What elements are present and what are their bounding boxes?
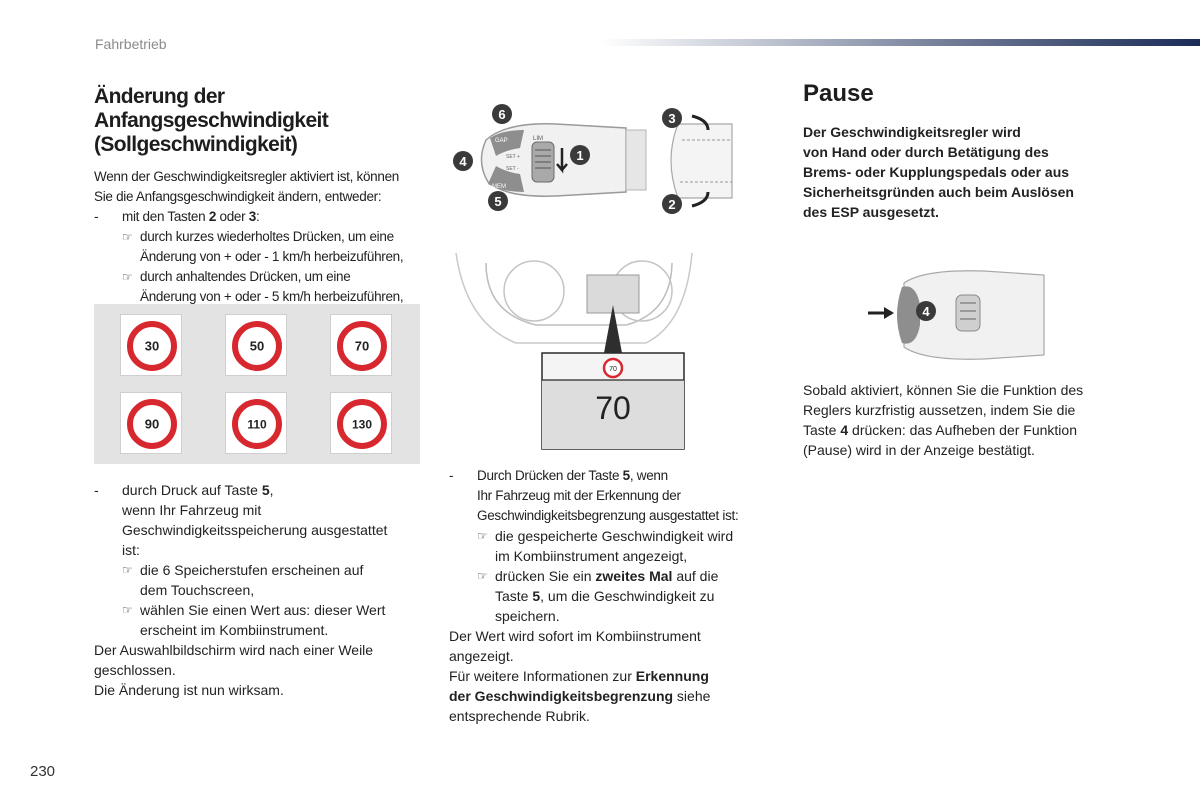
stalk-label: GAP [495,138,508,144]
callout-3: 3 [668,111,676,126]
stalk-label: MEM [492,184,506,190]
column-pause [803,82,1123,222]
column-speed-change [94,85,424,307]
pause-paragraph: Sobald aktiviert, können Sie die Funktion des Reglers kurzfristig aussetzen, indem Sie die Taste 4 drücken: das Aufheben der Funktion (Pause) wird in der Anzeige bestätigt. [803,382,1084,458]
stalk-label: LIM [533,136,544,142]
pause-lead-paragraph: Der Geschwindigkeitsregler wird von Hand oder durch Betätigung des Brems- oder Kupplungspedals oder aus Sicherheitsgründen auch beim Auslösen des ESP ausgesetzt. [803,124,1074,220]
hand-pointer-icon: ☞ [122,603,133,617]
hand-pointer-icon: ☞ [477,569,488,583]
section-title-pause: Pause [803,80,874,107]
section-label: Fahrbetrieb [95,36,167,52]
speed-sign-value: 110 [247,417,267,432]
speed-sign-tile[interactable] [120,314,182,376]
header-gradient-bar [600,39,1200,46]
column-speed-change-cont: - durch Druck auf Taste 5, wenn Ihr Fahrzeug mit Geschwindigkeitsspeicherung ausgestattet ist: ☞ die 6 Speicherstufen erscheinen auf dem Touchscreen, ☞ wählen Sie einen Wert aus: dieser Wert erscheint im Kombiinstrument. Der Auswahlbildschirm wird nach einer Weile geschlossen. Die Änderung ist nun wirksam. [94,480,424,700]
callout-4: 4 [459,154,467,169]
pause-button-illustration [864,265,1054,370]
speed-sign-tile[interactable] [120,392,182,454]
sub-item-short-press: ☞ durch kurzes wiederholtes Drücken, um eine [94,227,424,247]
hand-pointer-icon: ☞ [122,270,133,284]
cluster-display-value: 70 [595,390,631,426]
list-item-buttons: - mit den Tasten 2 oder 3: [94,209,260,224]
callout-6: 6 [498,107,506,122]
cluster-sign-value: 70 [609,366,617,373]
speed-sign-value: 130 [351,417,373,432]
stalk-controls-illustration [446,100,746,225]
hand-pointer-icon: ☞ [477,529,488,543]
hand-pointer-icon: ☞ [122,563,133,577]
callout-4: 4 [922,304,930,319]
list-item-button-5: - durch Druck auf Taste 5, [94,482,274,498]
callout-1: 1 [576,148,584,163]
sub-item-long-press: ☞ durch anhaltendes Drücken, um eine [94,267,424,287]
sub-item-memory-levels: ☞ die 6 Speicherstufen erscheinen auf [122,562,364,578]
page-number: 230 [30,763,56,780]
section-title-speed-change: Änderung der Anfangsgeschwindigkeit (Sollgeschwindigkeit) [94,85,329,156]
speed-sign-tile[interactable] [225,314,287,376]
speed-sign-value: 30 [144,338,160,354]
speed-sign-value: 70 [354,338,370,354]
speed-sign-selection-panel [94,304,420,464]
sub-item-press-again: ☞ drücken Sie ein zweites Mal auf die [477,568,719,584]
sub-item-select-value: ☞ wählen Sie einen Wert aus: dieser Wert [122,602,386,618]
list-item-recognition: - Durch Drücken der Taste 5, wenn [449,468,668,483]
callout-5: 5 [494,194,502,209]
instrument-cluster-illustration [446,243,696,463]
callout-2: 2 [668,197,676,212]
stalk-label: SET - [506,166,519,172]
stalk-label: SET + [506,154,520,160]
hand-pointer-icon: ☞ [122,230,133,244]
column-speed-recognition: - Durch Drücken der Taste 5, wenn Ihr Fahrzeug mit der Erkennung der Geschwindigkeitsbegrenzung ausgestattet ist: ☞ die gespeicherte Geschwindigkeit wird im Kombiinstrument angezeigt, ☞ drücken Sie ein zweites Mal auf die Taste 5, um die Geschwindigkeit zu speichern. Der Wert wird sofort im Kombiinstrument angezeigt. Für weitere Informationen zur Erkennung der Geschwindigkeitsbegrenzung siehe entsprechende Rubrik. [449,466,784,726]
speed-sign-value: 90 [144,416,160,432]
speed-sign-tile[interactable] [330,392,392,454]
sub-item-stored-speed: ☞ die gespeicherte Geschwindigkeit wird [477,528,734,544]
speed-sign-tile[interactable] [225,392,287,454]
speed-sign-tile[interactable] [330,314,392,376]
speed-sign-value: 50 [249,338,265,354]
intro-paragraph: Wenn der Geschwindigkeitsregler aktiviert ist, können Sie die Anfangsgeschwindigkeit ändern, entweder: - mit den Tasten 2 oder 3: ☞ durch kurzes wiederholtes Drücken, um eine Änderung von + oder - 1 km/h herbeizuführen, ☞ durch anhaltendes Drücken, um eine Änderung von + oder - 5 km/h herbeizuführen, [94,167,424,307]
